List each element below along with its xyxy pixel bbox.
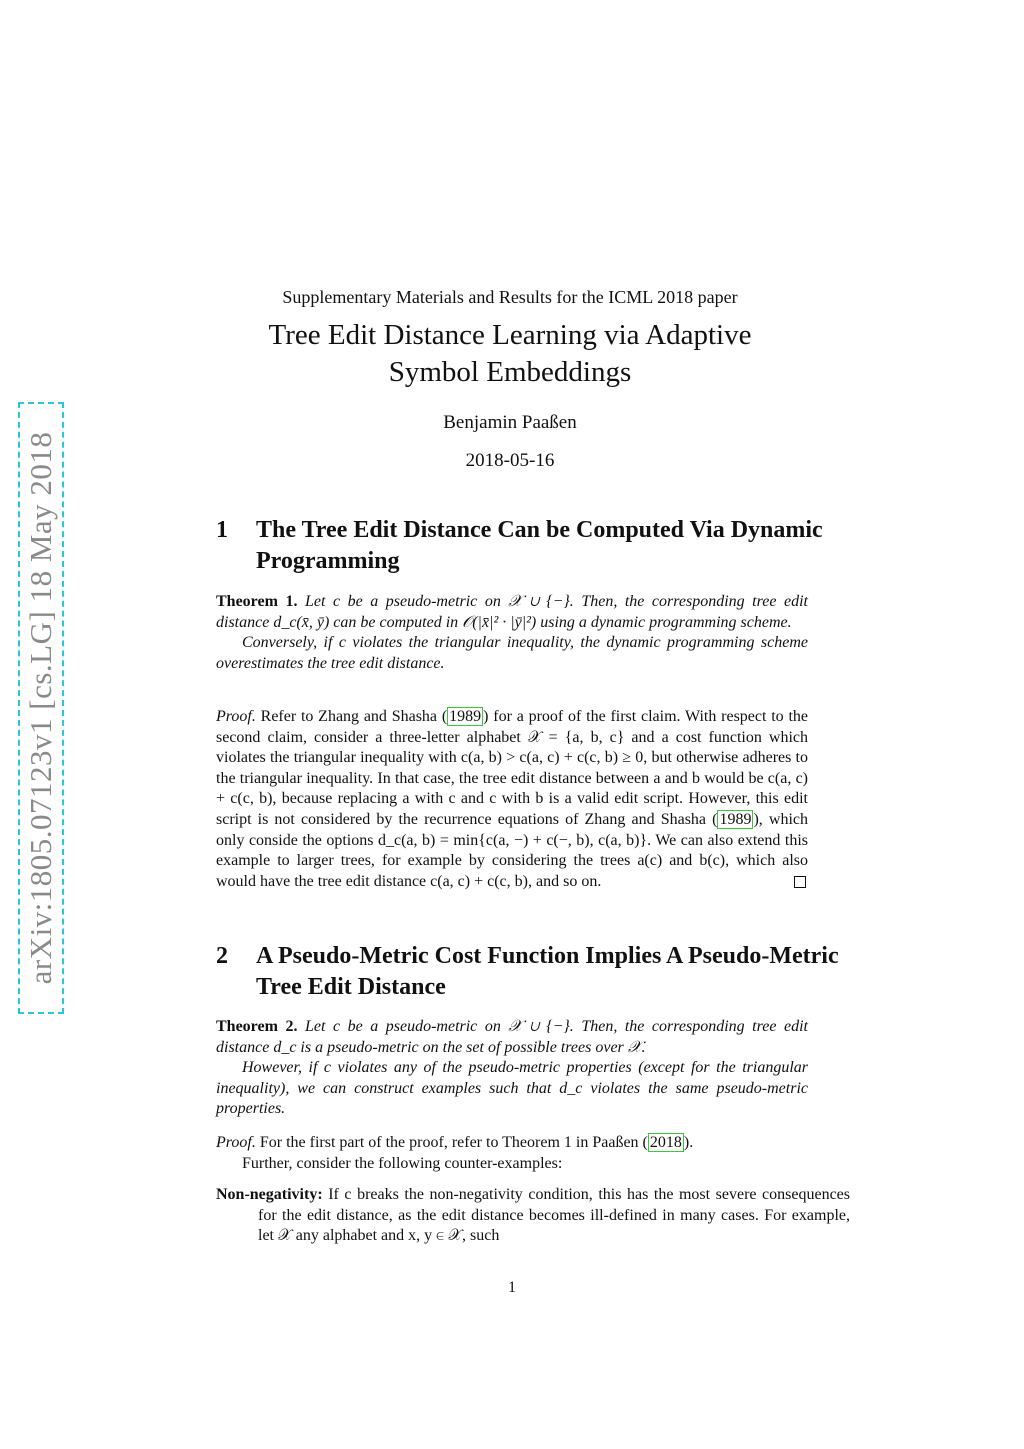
title-line-2: Symbol Embeddings [388, 356, 632, 388]
proof-1 [216, 707, 808, 892]
page-number: 1 [508, 1279, 516, 1296]
arxiv-identifier: arXiv:1805.07123v1 [cs.LG] 18 May 2018 [23, 431, 58, 985]
paper-title [160, 317, 860, 391]
list-item-text: If c breaks the non-negativity condition, this has the most severe consequences for the edit distance, as the edit distance becomes ill-defined in many cases. For example, let 𝒳 any alphabet and x, y ∈ 𝒳, such [258, 1186, 851, 1245]
list-item-non-negativity [216, 1185, 850, 1247]
section-number: 1 [216, 517, 228, 543]
theorem-statement: Let c be a pseudo-metric on 𝒳 ∪ {−}. Then, the corresponding tree edit distance d_c(x̄, ȳ) can be computed in 𝒪(|x̄|² · |ȳ|²) using a dynamic programming scheme. [216, 593, 808, 631]
section-number: 2 [216, 943, 228, 969]
author: Benjamin Paaßen [443, 412, 577, 433]
theorem-label: Theorem 2. [216, 1018, 298, 1035]
qed-box-icon [794, 876, 806, 888]
proof-label: Proof. [216, 708, 256, 725]
list-item-label: Non-negativity: [216, 1186, 323, 1203]
proof-text: ), which only conside the options d_c(a, b) = min{c(a, −) + c(−, b), c(a, b)}. We can also extend this example to larger trees, for example by considering the trees a(c) and b(c), which also would have the tree edit distance c(a, c) + c(c, b), and so on. [216, 810, 808, 890]
proof-text: ). [683, 1134, 694, 1151]
title-line-1: Tree Edit Distance Learning via Adaptive [268, 319, 752, 351]
citation-link[interactable]: 2018 [649, 1134, 682, 1151]
theorem-statement-continued: However, if c violates any of the pseudo-metric properties (except for the triangular inequality), we can construct examples such that d_c violates the same pseudo-metric properties. [216, 1059, 808, 1118]
date: 2018-05-16 [465, 450, 555, 471]
citation-link[interactable]: 1989 [449, 708, 482, 725]
proof-text: Further, consider the following counter-examples: [242, 1154, 563, 1172]
theorem-2 [216, 1017, 808, 1120]
proof-text: ) for a proof of the first claim. With respect to the second claim, consider a three-letter alphabet 𝒳 = {a, b, c} and a cost function which violates the triangular inequality with c(a, b) > c(a, c) + c(c, b) ≥ 0, but otherwise adheres to the triangular inequality. In that case, the tree edit distance between a and b would be c(a, c) + c(c, b), because replacing a with c and c with b is a valid edit script. However, this edit script is not considered by the recurrence equations of Zhang and Shasha ( [216, 708, 809, 828]
proof-text: For the first part of the proof, refer to Theorem 1 in Paaßen ( [259, 1134, 648, 1151]
proof-label: Proof. [216, 1134, 256, 1151]
section-title: The Tree Edit Distance Can be Computed Via Dynamic Programming [256, 517, 823, 574]
theorem-1 [216, 592, 808, 674]
theorem-label: Theorem 1. [216, 593, 298, 610]
arxiv-stamp [18, 402, 64, 1014]
theorem-statement: Let c be a pseudo-metric on 𝒳 ∪ {−}. Then, the corresponding tree edit distance d_c is a pseudo-metric on the set of possible trees over 𝒳. [216, 1018, 808, 1056]
supplementary-note: Supplementary Materials and Results for the ICML 2018 paper [282, 287, 738, 307]
section-2-heading [216, 941, 856, 1003]
proof-2 [216, 1133, 808, 1174]
section-1-heading [216, 515, 856, 577]
proof-text: Refer to Zhang and Shasha ( [260, 708, 448, 725]
theorem-statement-continued: Conversely, if c violates the triangular inequality, the dynamic programming scheme overestimates the tree edit distance. [216, 634, 808, 672]
citation-link[interactable]: 1989 [719, 810, 752, 828]
section-title: A Pseudo-Metric Cost Function Implies A Pseudo-Metric Tree Edit Distance [256, 943, 839, 1000]
